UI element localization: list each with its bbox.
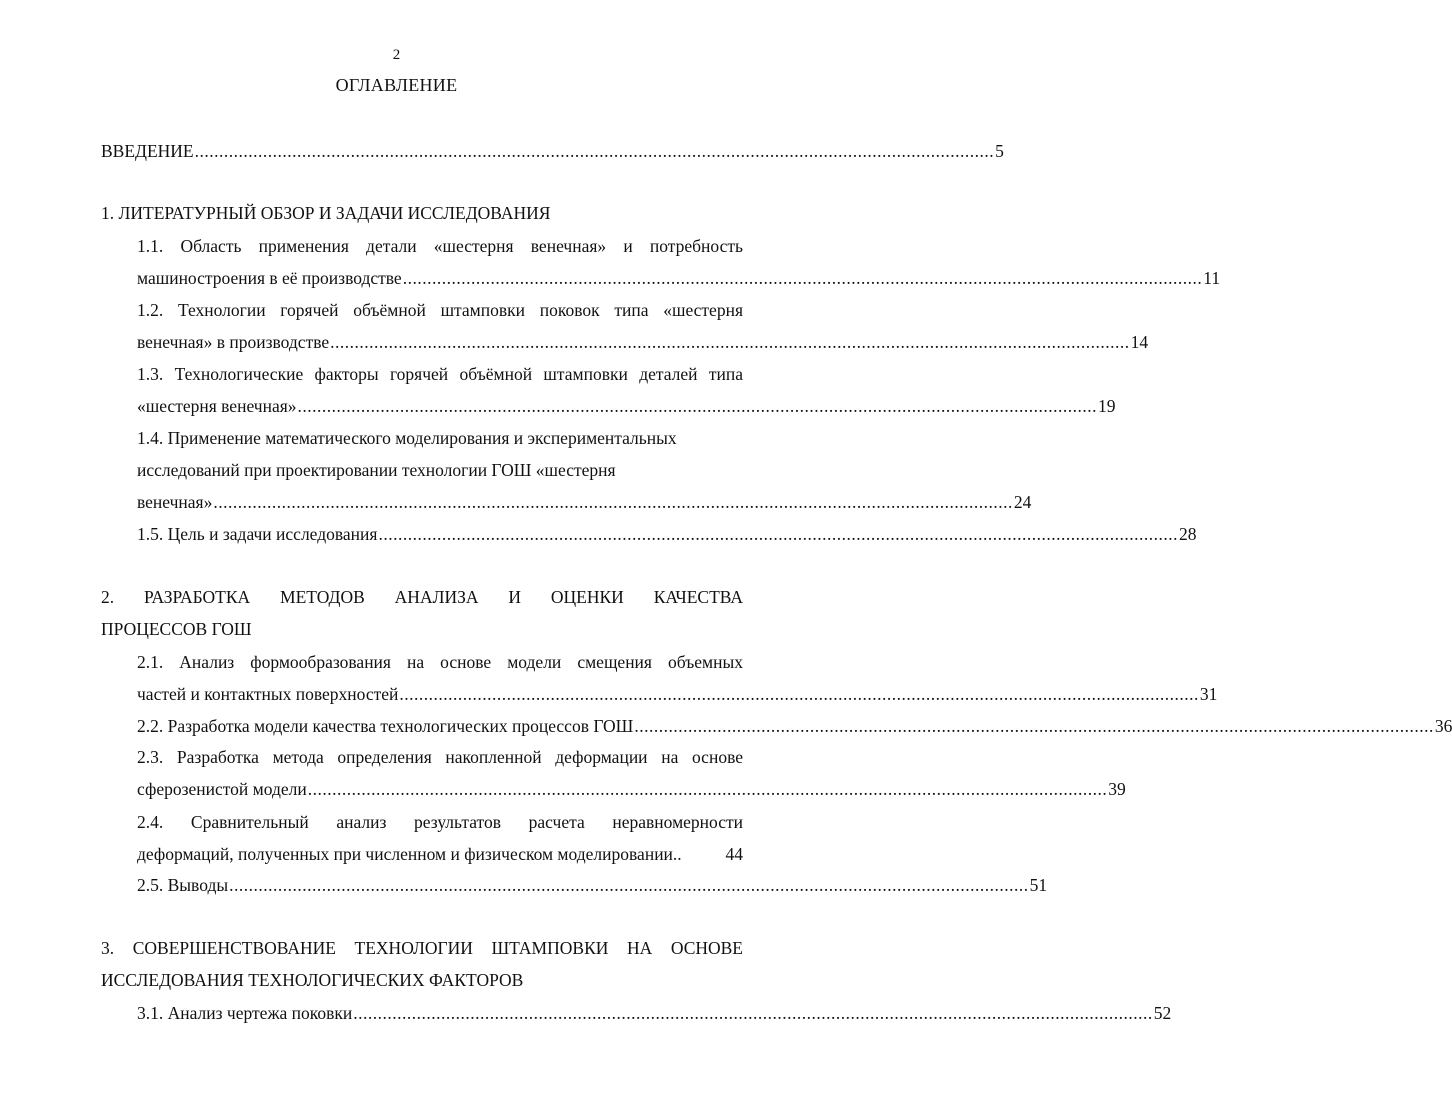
dot-leader: .................................................................................................................................................................... xyxy=(353,1003,1153,1023)
toc-entry-1-4-line2[interactable]: исследований при проектировании технологии ГОШ «шестерня xyxy=(137,460,616,480)
toc-entry-intro[interactable] xyxy=(101,141,1004,161)
dot-leader: .................................................................................................................................................................... xyxy=(297,396,1098,416)
toc-label: машиностроения в её производстве xyxy=(137,268,402,288)
toc-entry-1-4-line1[interactable]: 1.4. Применение математического моделирования и экспериментальных xyxy=(137,428,677,448)
toc-label: 1.5. Цель и задачи исследования xyxy=(137,524,378,544)
toc-page: 11 xyxy=(1203,268,1221,288)
dot-leader: .................................................................................................................................................................... xyxy=(194,141,995,161)
toc-entry-1-3[interactable] xyxy=(137,396,1116,416)
toc-entry-2-3-line1[interactable]: 2.3. Разработка метода определения накопленной деформации на основе xyxy=(137,747,743,767)
toc-label: 3.1. Анализ чертежа поковки xyxy=(137,1003,353,1023)
dot-leader: .................................................................................................................................................................... xyxy=(229,875,1029,895)
dot-leader: .................................................................................................................................................................... xyxy=(634,716,1434,736)
toc-label: 2.2. Разработка модели качества технологических процессов ГОШ xyxy=(137,716,634,736)
dot-leader: .................................................................................................................................................................... xyxy=(307,779,1108,799)
toc-entry-1-2-line1[interactable]: 1.2. Технологии горячей объёмной штамповки поковок типа «шестерня xyxy=(137,300,743,320)
toc-page: 31 xyxy=(1199,684,1218,704)
toc-entry-1-5[interactable] xyxy=(137,524,1197,544)
toc-label: частей и контактных поверхностей xyxy=(137,684,399,704)
toc-label: «шестерня венечная» xyxy=(137,396,297,416)
toc-page: 5 xyxy=(995,141,1004,161)
toc-label: 2.5. Выводы xyxy=(137,875,229,895)
toc-entry-1-4[interactable] xyxy=(137,492,1032,512)
chapter-3-heading-line1[interactable]: 3. СОВЕРШЕНСТВОВАНИЕ ТЕХНОЛОГИИ ШТАМПОВКИ НА ОСНОВЕ xyxy=(101,938,743,958)
chapter-1-heading[interactable]: 1. ЛИТЕРАТУРНЫЙ ОБЗОР И ЗАДАЧИ ИССЛЕДОВАНИЯ xyxy=(101,203,551,223)
chapter-2-heading-line1[interactable]: 2. РАЗРАБОТКА МЕТОДОВ АНАЛИЗА И ОЦЕНКИ КАЧЕСТВА xyxy=(101,587,743,607)
toc-entry-2-1-line1[interactable]: 2.1. Анализ формообразования на основе модели смещения объемных xyxy=(137,652,743,672)
toc-entry-2-5[interactable] xyxy=(137,875,1048,895)
toc-label: венечная» xyxy=(137,492,213,512)
toc-page: 44 xyxy=(725,844,743,864)
toc-page: 28 xyxy=(1178,524,1197,544)
toc-entry-2-4-line1[interactable]: 2.4. Сравнительный анализ результатов расчета неравномерности xyxy=(137,812,743,832)
toc-page: 52 xyxy=(1153,1003,1172,1023)
toc-label: сферозенистой модели xyxy=(137,779,307,799)
toc-entry-2-1[interactable] xyxy=(137,684,1218,704)
toc-entry-1-2[interactable] xyxy=(137,332,1149,352)
dot-leader: .................................................................................................................................................................... xyxy=(330,332,1130,352)
toc-entry-2-3[interactable] xyxy=(137,779,1126,799)
toc-page: 51 xyxy=(1029,875,1048,895)
toc-page: 14 xyxy=(1130,332,1149,352)
toc-entry-3-1[interactable] xyxy=(137,1003,1172,1023)
dot-leader: .................................................................................................................................................................... xyxy=(399,684,1199,704)
toc-entry-1-3-line1[interactable]: 1.3. Технологические факторы горячей объёмной штамповки деталей типа xyxy=(137,364,743,384)
toc-entry-1-1[interactable] xyxy=(137,268,1221,288)
dot-leader: .................................................................................................................................................................... xyxy=(402,268,1203,288)
page-number: 2 xyxy=(392,47,401,63)
chapter-3-heading-line2[interactable]: ИССЛЕДОВАНИЯ ТЕХНОЛОГИЧЕСКИХ ФАКТОРОВ xyxy=(101,970,524,990)
toc-page: 39 xyxy=(1108,779,1126,799)
chapter-2-heading-line2[interactable]: ПРОЦЕССОВ ГОШ xyxy=(101,619,252,639)
page-title: ОГЛАВЛЕНИЕ xyxy=(335,75,458,95)
dot-leader: .................................................................................................................................................................... xyxy=(213,492,1013,512)
toc-label: деформаций, полученных при численном и физическом моделировании.. xyxy=(137,844,682,864)
toc-entry-2-4[interactable] xyxy=(137,846,743,864)
toc-page: 36 xyxy=(1434,716,1452,736)
toc-page: 19 xyxy=(1098,396,1116,416)
toc-label: венечная» в производстве xyxy=(137,332,330,352)
toc-entry-1-1-line1[interactable]: 1.1. Область применения детали «шестерня венечная» и потребность xyxy=(137,236,743,256)
toc-label: ВВЕДЕНИЕ xyxy=(101,141,194,161)
dot-leader: .................................................................................................................................................................... xyxy=(378,524,1178,544)
toc-page: 24 xyxy=(1013,492,1032,512)
toc-entry-2-2[interactable] xyxy=(137,716,1452,736)
